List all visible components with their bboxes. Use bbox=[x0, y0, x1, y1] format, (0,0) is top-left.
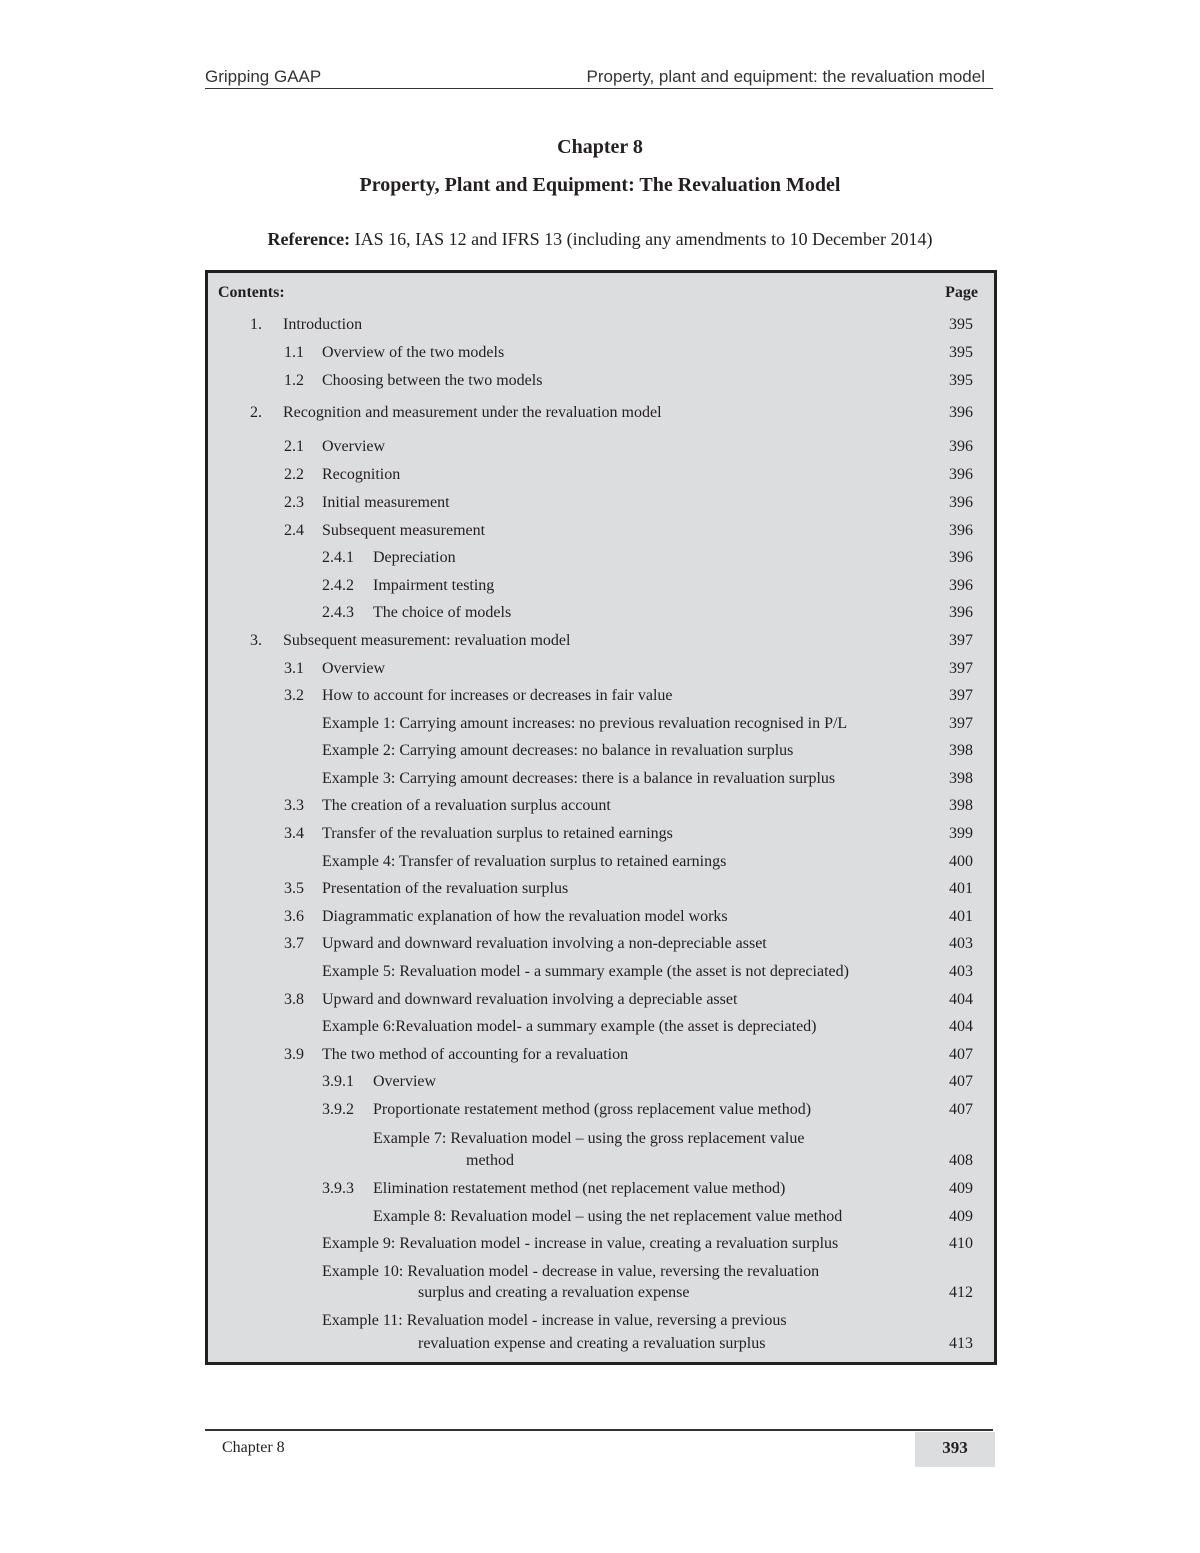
footer-divider bbox=[205, 1429, 993, 1431]
toc-entry-title: Overview bbox=[322, 438, 386, 455]
toc-entry-title: Proportionate restatement method (gross replacement value method) bbox=[373, 1101, 812, 1118]
toc-entry-title-continued: method bbox=[466, 1152, 514, 1169]
toc-entry-title: Introduction bbox=[283, 316, 363, 333]
footer-chapter: Chapter 8 bbox=[222, 1439, 285, 1456]
toc-entry-page: 401 bbox=[949, 880, 973, 897]
reference-text: IAS 16, IAS 12 and IFRS 13 (including any amendments to 10 December 2014) bbox=[350, 229, 933, 249]
toc-entry-title: Subsequent measurement bbox=[322, 522, 486, 539]
toc-entry-page: 395 bbox=[949, 372, 973, 389]
toc-entry-number: 3.3 bbox=[284, 797, 304, 814]
toc-entry-title-continued: surplus and creating a revaluation expense bbox=[418, 1284, 690, 1301]
chapter-subtitle: Property, Plant and Equipment: The Revaluation Model bbox=[359, 174, 841, 196]
toc-entry-page: 396 bbox=[949, 466, 973, 483]
toc-entry-page: 396 bbox=[949, 549, 973, 566]
toc-entry-page: 397 bbox=[949, 715, 973, 732]
toc-entry-number: 3.9.2 bbox=[322, 1101, 354, 1118]
toc-entry-page: 397 bbox=[949, 632, 973, 649]
toc-entry-page: 407 bbox=[949, 1101, 973, 1118]
toc-entry-number: 2. bbox=[250, 404, 262, 421]
toc-entry-title: Choosing between the two models bbox=[322, 372, 543, 389]
toc-entry-title: Example 1: Carrying amount increases: no previous revaluation recognised in P/L bbox=[322, 715, 848, 732]
toc-entry-page: 396 bbox=[949, 494, 973, 511]
toc-entry-title: Subsequent measurement: revaluation model bbox=[283, 632, 571, 649]
toc-entry-number: 2.4.3 bbox=[322, 604, 354, 621]
toc-entry-title: Example 4: Transfer of revaluation surplus to retained earnings bbox=[322, 853, 727, 870]
toc-entry-title: Upward and downward revaluation involving a non-depreciable asset bbox=[322, 935, 767, 952]
toc-entry-page: 408 bbox=[949, 1152, 973, 1169]
toc-entry-number: 2.1 bbox=[284, 438, 304, 455]
toc-entry-title: Example 8: Revaluation model – using the net replacement value method bbox=[373, 1208, 843, 1225]
toc-entry-page: 396 bbox=[949, 522, 973, 539]
toc-entry-page: 412 bbox=[949, 1284, 973, 1301]
toc-entry-page: 396 bbox=[949, 577, 973, 594]
toc-entry-page: 398 bbox=[949, 770, 973, 787]
chapter-title: Chapter 8 bbox=[557, 136, 643, 158]
toc-entry-number: 3.5 bbox=[284, 880, 304, 897]
contents-heading: Contents: bbox=[218, 284, 285, 301]
toc-entry-title: Recognition and measurement under the revaluation model bbox=[283, 404, 662, 421]
toc-entry-page: 398 bbox=[949, 797, 973, 814]
running-header-book-title: Gripping GAAP bbox=[205, 67, 322, 86]
toc-entry-title: Depreciation bbox=[373, 549, 456, 566]
footer-page-number: 393 bbox=[942, 1438, 968, 1457]
toc-entry-number: 1.2 bbox=[284, 372, 304, 389]
toc-entry-number: 1. bbox=[250, 316, 262, 333]
toc-entry-title: Example 5: Revaluation model - a summary example (the asset is not depreciated) bbox=[322, 963, 849, 980]
toc-entry-title: Transfer of the revaluation surplus to retained earnings bbox=[322, 825, 673, 842]
toc-entry-title: Impairment testing bbox=[373, 577, 495, 594]
toc-entry-title: Example 3: Carrying amount decreases: there is a balance in revaluation surplus bbox=[322, 770, 836, 787]
toc-entry-title: Presentation of the revaluation surplus bbox=[322, 880, 569, 897]
toc-entry-title: Example 6:Revaluation model- a summary example (the asset is depreciated) bbox=[322, 1018, 817, 1035]
reference-line bbox=[0, 229, 1200, 250]
toc-entry-title: The two method of accounting for a revaluation bbox=[322, 1046, 629, 1063]
running-header-chapter-title: Property, plant and equipment: the revaluation model bbox=[586, 67, 985, 86]
toc-entry-title: Example 7: Revaluation model – using the gross replacement value bbox=[373, 1130, 805, 1147]
toc-entry-title: Overview bbox=[322, 660, 386, 677]
toc-entry-title: Example 9: Revaluation model - increase in value, creating a revaluation surplus bbox=[322, 1235, 839, 1252]
toc-entry-title: Elimination restatement method (net replacement value method) bbox=[373, 1180, 786, 1197]
toc-entry-page: 395 bbox=[949, 344, 973, 361]
toc-entry-number: 3.9.1 bbox=[322, 1073, 354, 1090]
toc-entry-page: 410 bbox=[949, 1235, 973, 1252]
toc-entry-number: 2.4 bbox=[284, 522, 304, 539]
toc-entry-title: Overview of the two models bbox=[322, 344, 505, 361]
toc-entry-page: 395 bbox=[949, 316, 973, 333]
toc-entry-number: 1.1 bbox=[284, 344, 304, 361]
toc-entry-number: 3.9 bbox=[284, 1046, 304, 1063]
toc-entry-number: 3.1 bbox=[284, 660, 304, 677]
toc-entry-title-continued: revaluation expense and creating a revaluation surplus bbox=[418, 1335, 766, 1352]
toc-entry-title: Example 10: Revaluation model - decrease in value, reversing the revaluation bbox=[322, 1263, 820, 1280]
toc-entry-number: 3.4 bbox=[284, 825, 304, 842]
toc-entry-number: 2.4.2 bbox=[322, 577, 354, 594]
toc-entry-number: 2.3 bbox=[284, 494, 304, 511]
toc-entry-page: 397 bbox=[949, 687, 973, 704]
header-divider bbox=[205, 88, 993, 89]
toc-entry-page: 407 bbox=[949, 1046, 973, 1063]
toc-entry-number: 3.6 bbox=[284, 908, 304, 925]
toc-entry-number: 3.2 bbox=[284, 687, 304, 704]
page-column-heading: Page bbox=[945, 284, 978, 301]
toc-entry-page: 397 bbox=[949, 660, 973, 677]
toc-entry-page: 409 bbox=[949, 1208, 973, 1225]
toc-entry-page: 404 bbox=[949, 991, 973, 1008]
toc-entry-title: Initial measurement bbox=[322, 494, 450, 511]
reference-label: Reference: bbox=[267, 229, 351, 249]
toc-entry-title: How to account for increases or decreases in fair value bbox=[322, 687, 673, 704]
toc-entry-page: 413 bbox=[949, 1335, 973, 1352]
toc-entry-page: 409 bbox=[949, 1180, 973, 1197]
toc-entry-number: 3.9.3 bbox=[322, 1180, 354, 1197]
toc-entry-title: Diagrammatic explanation of how the revaluation model works bbox=[322, 908, 728, 925]
toc-entry-page: 403 bbox=[949, 935, 973, 952]
toc-entry-title: The creation of a revaluation surplus account bbox=[322, 797, 611, 814]
toc-entry-title: Recognition bbox=[322, 466, 401, 483]
toc-entry-page: 396 bbox=[949, 438, 973, 455]
toc-entry-page: 407 bbox=[949, 1073, 973, 1090]
contents-box bbox=[205, 270, 997, 1365]
toc-entry-number: 2.2 bbox=[284, 466, 304, 483]
toc-entry-title: Overview bbox=[373, 1073, 437, 1090]
toc-entry-page: 404 bbox=[949, 1018, 973, 1035]
toc-entry-page: 396 bbox=[949, 404, 973, 421]
toc-entry-page: 400 bbox=[949, 853, 973, 870]
toc-entry-title: Example 2: Carrying amount decreases: no balance in revaluation surplus bbox=[322, 742, 794, 759]
toc-entry-number: 2.4.1 bbox=[322, 549, 354, 566]
toc-entry-page: 403 bbox=[949, 963, 973, 980]
toc-entry-title: Upward and downward revaluation involving a depreciable asset bbox=[322, 991, 738, 1008]
toc-entry-title: Example 11: Revaluation model - increase in value, reversing a previous bbox=[322, 1312, 787, 1329]
toc-entry-number: 3.7 bbox=[284, 935, 304, 952]
toc-entry-title: The choice of models bbox=[373, 604, 512, 621]
toc-entry-page: 401 bbox=[949, 908, 973, 925]
toc-entry-page: 398 bbox=[949, 742, 973, 759]
toc-entry-page: 396 bbox=[949, 604, 973, 621]
toc-entry-number: 3. bbox=[250, 632, 262, 649]
toc-entry-number: 3.8 bbox=[284, 991, 304, 1008]
toc-entry-page: 399 bbox=[949, 825, 973, 842]
